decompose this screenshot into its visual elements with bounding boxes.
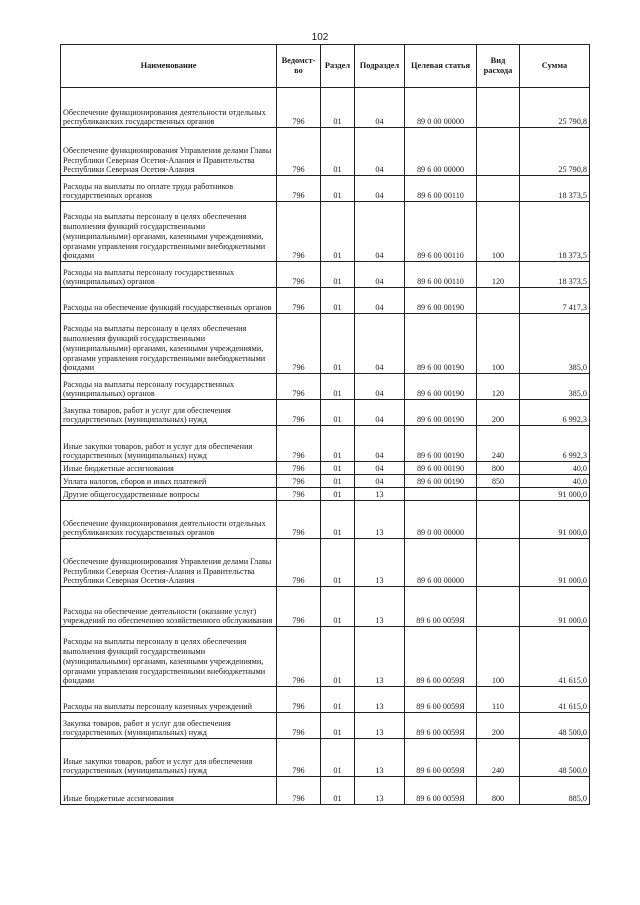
cell-amount: 18 373,5 — [520, 176, 590, 202]
cell-name: Расходы на выплаты персоналу государственных (муниципальных) органов — [61, 374, 277, 400]
table-row — [61, 88, 590, 128]
cell-expense-type: 100 — [477, 627, 520, 687]
cell-target-article: 89 6 00 00190 — [405, 288, 477, 314]
cell-target-article: 89 6 00 00190 — [405, 462, 477, 475]
cell-subsection: 04 — [355, 262, 405, 288]
cell-subsection: 13 — [355, 488, 405, 501]
table-row — [61, 426, 590, 462]
cell-name: Иные бюджетные ассигнования — [61, 462, 277, 475]
cell-amount: 18 373,5 — [520, 262, 590, 288]
cell-target-article: 89 6 00 0059Я — [405, 627, 477, 687]
cell-name: Уплата налогов, сборов и иных платежей — [61, 475, 277, 488]
table-row — [61, 128, 590, 176]
cell-amount: 385,0 — [520, 374, 590, 400]
cell-amount: 18 373,5 — [520, 202, 590, 262]
table-row — [61, 501, 590, 539]
cell-subsection: 04 — [355, 400, 405, 426]
cell-amount: 91 000,0 — [520, 488, 590, 501]
cell-subsection: 13 — [355, 627, 405, 687]
header-name: Наименование — [61, 45, 277, 88]
cell-ministry: 796 — [277, 475, 321, 488]
cell-target-article: 89 6 00 00110 — [405, 262, 477, 288]
cell-target-article: 89 6 00 0059Я — [405, 587, 477, 627]
cell-ministry: 796 — [277, 262, 321, 288]
cell-expense-type: 850 — [477, 475, 520, 488]
cell-amount: 40,0 — [520, 462, 590, 475]
cell-section: 01 — [321, 627, 355, 687]
cell-amount: 41 615,0 — [520, 627, 590, 687]
cell-subsection: 13 — [355, 587, 405, 627]
header-ministry: Ведомст-во — [277, 45, 321, 88]
cell-name: Расходы на выплаты персоналу в целях обеспечения выполнения функций государственными (муниципальными) органами, казенными учреждениями, органами управления государственными внебюджетными фондами — [61, 314, 277, 374]
cell-expense-type — [477, 176, 520, 202]
cell-section: 01 — [321, 687, 355, 713]
cell-name: Иные закупки товаров, работ и услуг для обеспечения государственных (муниципальных) нужд — [61, 426, 277, 462]
cell-ministry: 796 — [277, 128, 321, 176]
table-row — [61, 488, 590, 501]
cell-section: 01 — [321, 587, 355, 627]
table-row — [61, 374, 590, 400]
cell-section: 01 — [321, 400, 355, 426]
cell-section: 01 — [321, 88, 355, 128]
header-expense-type: Вид расхода — [477, 45, 520, 88]
cell-ministry: 796 — [277, 400, 321, 426]
cell-name: Иные закупки товаров, работ и услуг для обеспечения государственных (муниципальных) нужд — [61, 739, 277, 777]
cell-subsection: 04 — [355, 374, 405, 400]
page-number: 102 — [311, 32, 329, 43]
cell-section: 01 — [321, 176, 355, 202]
cell-target-article: 89 6 00 00190 — [405, 426, 477, 462]
cell-amount: 885,0 — [520, 777, 590, 805]
cell-section: 01 — [321, 202, 355, 262]
cell-ministry: 796 — [277, 739, 321, 777]
cell-section: 01 — [321, 288, 355, 314]
cell-target-article: 89 6 00 00190 — [405, 400, 477, 426]
cell-target-article: 89 6 00 00000 — [405, 539, 477, 587]
cell-subsection: 04 — [355, 288, 405, 314]
cell-expense-type — [477, 288, 520, 314]
cell-subsection: 04 — [355, 88, 405, 128]
cell-amount: 48 500,0 — [520, 713, 590, 739]
table-row — [61, 262, 590, 288]
cell-subsection: 13 — [355, 539, 405, 587]
cell-target-article: 89 6 00 00110 — [405, 202, 477, 262]
table-row — [61, 176, 590, 202]
cell-subsection: 04 — [355, 128, 405, 176]
cell-ministry: 796 — [277, 777, 321, 805]
cell-section: 01 — [321, 501, 355, 539]
cell-expense-type: 100 — [477, 314, 520, 374]
cell-target-article: 89 0 00 00000 — [405, 88, 477, 128]
cell-name: Расходы на выплаты персоналу в целях обеспечения выполнения функций государственными (муниципальными) органами, казенными учреждениями, органами управления государственными внебюджетными фондами — [61, 202, 277, 262]
table-row — [61, 288, 590, 314]
cell-expense-type: 200 — [477, 713, 520, 739]
cell-amount: 6 992,3 — [520, 426, 590, 462]
cell-section: 01 — [321, 488, 355, 501]
cell-target-article: 89 0 00 00000 — [405, 501, 477, 539]
cell-target-article: 89 6 00 0059Я — [405, 687, 477, 713]
cell-amount: 25 790,8 — [520, 88, 590, 128]
cell-ministry: 796 — [277, 202, 321, 262]
cell-name: Закупка товаров, работ и услуг для обеспечения государственных (муниципальных) нужд — [61, 713, 277, 739]
cell-name: Другие общегосударственные вопросы — [61, 488, 277, 501]
cell-section: 01 — [321, 128, 355, 176]
cell-subsection: 04 — [355, 176, 405, 202]
cell-subsection: 13 — [355, 687, 405, 713]
cell-target-article: 89 6 00 00190 — [405, 475, 477, 488]
cell-ministry: 796 — [277, 462, 321, 475]
cell-name: Расходы на обеспечение деятельности (оказание услуг) учреждений по обеспечению хозяйственного обслуживания — [61, 587, 277, 627]
cell-section: 01 — [321, 713, 355, 739]
table-header-row — [61, 45, 590, 88]
cell-target-article: 89 6 00 0059Я — [405, 739, 477, 777]
table-row — [61, 713, 590, 739]
cell-section: 01 — [321, 314, 355, 374]
cell-expense-type: 100 — [477, 202, 520, 262]
table-row — [61, 475, 590, 488]
cell-target-article: 89 6 00 00190 — [405, 314, 477, 374]
cell-expense-type — [477, 128, 520, 176]
cell-section: 01 — [321, 374, 355, 400]
cell-target-article: 89 6 00 00190 — [405, 374, 477, 400]
header-section: Раздел — [321, 45, 355, 88]
cell-name: Расходы на выплаты персоналу в целях обеспечения выполнения функций государственными (муниципальными) органами, казенными учреждениями, органами управления государственными внебюджетными фондами — [61, 627, 277, 687]
cell-expense-type: 800 — [477, 777, 520, 805]
cell-expense-type — [477, 488, 520, 501]
cell-ministry: 796 — [277, 488, 321, 501]
cell-section: 01 — [321, 777, 355, 805]
table-row — [61, 739, 590, 777]
table-row — [61, 202, 590, 262]
cell-section: 01 — [321, 462, 355, 475]
table-row — [61, 627, 590, 687]
cell-expense-type: 110 — [477, 687, 520, 713]
cell-ministry: 796 — [277, 713, 321, 739]
cell-subsection: 13 — [355, 739, 405, 777]
table-row — [61, 687, 590, 713]
cell-subsection: 04 — [355, 462, 405, 475]
header-amount: Сумма — [520, 45, 590, 88]
table-row — [61, 400, 590, 426]
header-subsection: Подраздел — [355, 45, 405, 88]
cell-expense-type: 240 — [477, 426, 520, 462]
cell-name: Обеспечение функционирования деятельности отдельных республиканских государственных органов — [61, 501, 277, 539]
cell-ministry: 796 — [277, 587, 321, 627]
cell-amount: 91 000,0 — [520, 501, 590, 539]
cell-name: Расходы на обеспечение функций государственных органов — [61, 288, 277, 314]
cell-section: 01 — [321, 475, 355, 488]
cell-amount: 385,0 — [520, 314, 590, 374]
cell-target-article: 89 6 00 0059Я — [405, 777, 477, 805]
cell-name: Расходы на выплаты персоналу казенных учреждений — [61, 687, 277, 713]
cell-ministry: 796 — [277, 314, 321, 374]
cell-ministry: 796 — [277, 288, 321, 314]
cell-subsection: 04 — [355, 202, 405, 262]
table-row — [61, 462, 590, 475]
table-row — [61, 314, 590, 374]
table-row — [61, 587, 590, 627]
cell-name: Расходы на выплаты по оплате труда работников государственных органов — [61, 176, 277, 202]
cell-expense-type: 120 — [477, 374, 520, 400]
cell-amount: 48 500,0 — [520, 739, 590, 777]
cell-expense-type — [477, 539, 520, 587]
cell-amount: 91 000,0 — [520, 587, 590, 627]
cell-ministry: 796 — [277, 176, 321, 202]
cell-target-article: 89 6 00 00110 — [405, 176, 477, 202]
cell-amount: 41 615,0 — [520, 687, 590, 713]
cell-name: Расходы на выплаты персоналу государственных (муниципальных) органов — [61, 262, 277, 288]
cell-subsection: 13 — [355, 501, 405, 539]
budget-table — [60, 44, 590, 805]
cell-ministry: 796 — [277, 426, 321, 462]
cell-amount: 25 790,8 — [520, 128, 590, 176]
cell-amount: 6 992,3 — [520, 400, 590, 426]
cell-ministry: 796 — [277, 374, 321, 400]
cell-name: Иные бюджетные ассигнования — [61, 777, 277, 805]
cell-target-article: 89 6 00 0059Я — [405, 713, 477, 739]
cell-subsection: 04 — [355, 314, 405, 374]
cell-section: 01 — [321, 426, 355, 462]
cell-expense-type: 240 — [477, 739, 520, 777]
cell-expense-type: 200 — [477, 400, 520, 426]
cell-amount: 7 417,3 — [520, 288, 590, 314]
cell-name: Обеспечение функционирования Управления делами Главы Республики Северная Осетия-Алания и Правительства Республики Северная Осетия-Алания — [61, 128, 277, 176]
cell-amount: 91 000,0 — [520, 539, 590, 587]
cell-expense-type: 120 — [477, 262, 520, 288]
cell-ministry: 796 — [277, 539, 321, 587]
cell-expense-type — [477, 88, 520, 128]
cell-name: Обеспечение функционирования деятельности отдельных республиканских государственных органов — [61, 88, 277, 128]
cell-section: 01 — [321, 262, 355, 288]
cell-ministry: 796 — [277, 627, 321, 687]
cell-section: 01 — [321, 539, 355, 587]
cell-subsection: 13 — [355, 777, 405, 805]
cell-subsection: 13 — [355, 713, 405, 739]
table-row — [61, 539, 590, 587]
cell-ministry: 796 — [277, 501, 321, 539]
cell-expense-type: 800 — [477, 462, 520, 475]
cell-name: Обеспечение функционирования Управления делами Главы Республики Северная Осетия-Алания и Правительства Республики Северная Осетия-Алания — [61, 539, 277, 587]
cell-expense-type — [477, 587, 520, 627]
cell-section: 01 — [321, 739, 355, 777]
cell-ministry: 796 — [277, 687, 321, 713]
cell-ministry: 796 — [277, 88, 321, 128]
cell-subsection: 04 — [355, 426, 405, 462]
cell-name: Закупка товаров, работ и услуг для обеспечения государственных (муниципальных) нужд — [61, 400, 277, 426]
cell-expense-type — [477, 501, 520, 539]
cell-target-article: 89 6 00 00000 — [405, 128, 477, 176]
cell-subsection: 04 — [355, 475, 405, 488]
table-row — [61, 777, 590, 805]
cell-amount: 40,0 — [520, 475, 590, 488]
cell-target-article — [405, 488, 477, 501]
header-target-article: Целевая статья — [405, 45, 477, 88]
